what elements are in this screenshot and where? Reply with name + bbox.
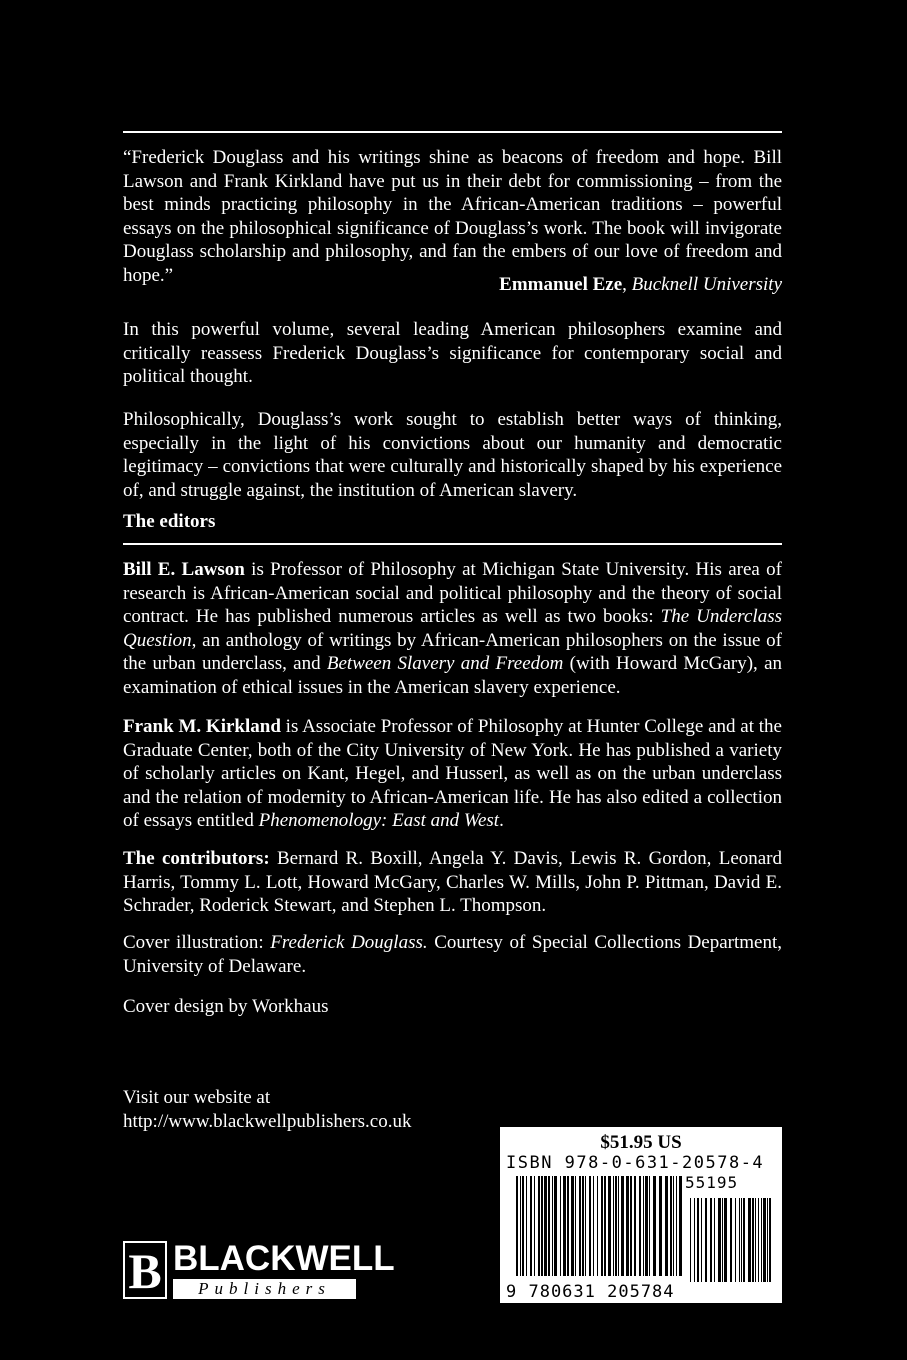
barcode-bar — [541, 1176, 543, 1276]
barcode-bar — [769, 1198, 771, 1282]
barcode-bar — [649, 1176, 650, 1276]
barcode-bar — [761, 1198, 762, 1282]
barcode-bar — [626, 1176, 629, 1276]
barcode-bar — [548, 1176, 550, 1276]
barcode-bar — [530, 1176, 532, 1276]
book-title: The Underclass Question — [123, 606, 783, 651]
barcode-bar — [597, 1176, 598, 1276]
barcode-bar — [604, 1176, 606, 1276]
barcode-bar — [705, 1198, 707, 1282]
barcode-bar — [694, 1198, 695, 1282]
barcode-bar — [730, 1198, 732, 1282]
barcode-bar — [534, 1176, 535, 1276]
contributors-list: Bernard R. Boxill, Angela Y. Davis, Lewis R. Gordon, Leonard Harris, Tommy L. Lott, Howard McGary, Charles W. Mills, John P. Pittman, David E. Schrader, Roderick Stewart, and Stephen L. Thompson. — [123, 848, 783, 916]
illustration-title: Frederick Douglass. — [270, 932, 428, 953]
barcode-bar — [763, 1198, 766, 1282]
barcode-bar — [571, 1176, 574, 1276]
barcode-bar — [679, 1176, 682, 1276]
bio-text: . — [499, 810, 504, 831]
barcode-bar — [697, 1198, 699, 1282]
barcode-bar — [676, 1176, 677, 1276]
barcode-bar — [639, 1176, 641, 1276]
bio-text: is Associate Professor of Philosophy at Hunter College and at the Graduate Center, both of the City University of New York. He has published a variety of scholarly articles on Kant, Hegel, and Husserl, as well as on the urban underclass and the relation of modernity to African-American life. He has also edited a collection of essays entitled — [123, 716, 782, 831]
barcode-box — [500, 1127, 782, 1303]
editor-bio-lawson — [123, 558, 782, 699]
barcode-bar — [538, 1176, 540, 1276]
barcode-bar — [579, 1176, 581, 1276]
contributors-label: The contributors: — [123, 848, 270, 869]
barcode-bar — [593, 1176, 594, 1276]
barcode-bar — [724, 1198, 727, 1282]
barcode-bar — [670, 1176, 672, 1276]
barcode-bar — [563, 1176, 566, 1276]
barcode-bar — [739, 1198, 740, 1282]
barcode-bar — [589, 1176, 591, 1276]
website-label: Visit our website at — [123, 1087, 271, 1108]
barcode-bar — [659, 1176, 662, 1276]
credit-text: Cover illustration: — [123, 932, 271, 953]
barcode-bar — [582, 1176, 584, 1276]
editors-heading: The editors — [123, 511, 216, 532]
logo-mark: B — [123, 1241, 167, 1299]
editor-name: Bill E. Lawson — [123, 559, 245, 580]
editors-rule — [123, 543, 782, 545]
barcode-bar — [701, 1198, 702, 1282]
barcode-bar — [520, 1176, 521, 1276]
barcode-bar — [634, 1176, 636, 1276]
barcode-bar — [554, 1176, 557, 1276]
barcode-bar — [767, 1198, 768, 1282]
barcode-bar — [673, 1176, 674, 1276]
top-rule — [123, 131, 782, 133]
barcode-bar — [748, 1198, 751, 1282]
barcode-bar — [741, 1198, 742, 1282]
barcode-bar — [718, 1198, 721, 1282]
description-paragraph-1: In this powerful volume, several leading American philosophers examine and critically reassess Frederick Douglass’s significance for contemporary social and political thought. — [123, 319, 782, 387]
barcode-bar — [758, 1198, 759, 1282]
barcode-bar — [690, 1198, 691, 1282]
description-paragraph-2: Philosophically, Douglass’s work sought to establish better ways of thinking, especially in the light of his convictions about our humanity and democratic legitimacy – convictions that were culturally and historically shaped by his experience of, and struggle against, the institution of American slavery. — [123, 409, 782, 501]
barcode-digits: 9 780631 205784 — [506, 1282, 675, 1302]
endorsement-quote: “Frederick Douglass and his writings shine as beacons of freedom and hope. Bill Lawson and Frank Kirkland have put us in their debt for commissioning – from the best minds practicing philosophy in the African-American traditions – powerful essays on the philosophical significance of Douglass’s work. The book will invigorate Douglass scholarship and philosophy, and fan the embers of our love of freedom and hope.” — [123, 147, 782, 286]
barcode-bar — [526, 1176, 527, 1276]
barcode-bar — [516, 1176, 518, 1276]
barcode-bar — [621, 1176, 624, 1276]
bio-text: (with Howard McGary), an examination of ethical issues in the American slavery experience. — [123, 653, 782, 698]
bio-text: , an anthology of writings by African-American philosophers on the issue of the urban underclass, and — [123, 629, 782, 674]
barcode-bar — [645, 1176, 648, 1276]
barcode-bar — [585, 1176, 586, 1276]
website-info — [123, 1086, 411, 1133]
barcode-bar — [722, 1198, 723, 1282]
credit-text: Courtesy of Special Collections Department, University of Delaware. — [123, 932, 783, 977]
barcode-bar — [575, 1176, 576, 1276]
barcode-bar — [552, 1176, 553, 1276]
barcode-bar — [752, 1198, 754, 1282]
barcode-bar — [665, 1176, 668, 1276]
publisher-name: BLACKWELL — [173, 1239, 395, 1278]
editor-name: Frank M. Kirkland — [123, 716, 281, 737]
barcode-supplement: 55195 — [685, 1173, 739, 1192]
quote-author: Emmanuel Eze — [499, 274, 623, 295]
barcode-bar — [615, 1176, 617, 1276]
editor-bio-kirkland — [123, 715, 782, 833]
bio-text: is Professor of Philosophy at Michigan State University. His area of research is African-American social and political philosophy and the theory of social contract. He has published numerous articles as well as two books: — [123, 559, 782, 627]
book-title: Between Slavery and Freedom — [326, 653, 564, 674]
price: $51.95 US — [600, 1132, 682, 1153]
contributors-paragraph — [123, 847, 782, 918]
barcode-bar — [544, 1176, 547, 1276]
isbn: ISBN 978-0-631-20578-4 — [506, 1153, 765, 1173]
book-title: Phenomenology: East and West — [258, 810, 500, 831]
barcode-bar — [630, 1176, 632, 1276]
barcode-bar — [735, 1198, 736, 1282]
barcode-bar — [710, 1198, 712, 1282]
barcode-bar — [643, 1176, 644, 1276]
barcode-bar — [714, 1198, 715, 1282]
cover-design-credit: Cover design by Workhaus — [123, 996, 329, 1017]
quote-affiliation: Bucknell University — [631, 274, 782, 295]
barcode-bar — [653, 1176, 656, 1276]
website-url: http://www.blackwellpublishers.co.uk — [123, 1110, 412, 1132]
quote-attribution: Emmanuel Eze, Bucknell University — [499, 274, 782, 295]
barcode-bar — [567, 1176, 569, 1276]
publisher-subtitle: Publishers — [173, 1279, 356, 1299]
barcode-bar — [522, 1176, 524, 1276]
barcode-bar — [608, 1176, 611, 1276]
barcode-bar — [755, 1198, 756, 1282]
barcode-bar — [601, 1176, 603, 1276]
barcode-bar — [560, 1176, 561, 1276]
barcode-bar — [613, 1176, 614, 1276]
cover-illustration-credit — [123, 931, 782, 978]
barcode-bar — [618, 1176, 619, 1276]
barcode-bar — [743, 1198, 745, 1282]
